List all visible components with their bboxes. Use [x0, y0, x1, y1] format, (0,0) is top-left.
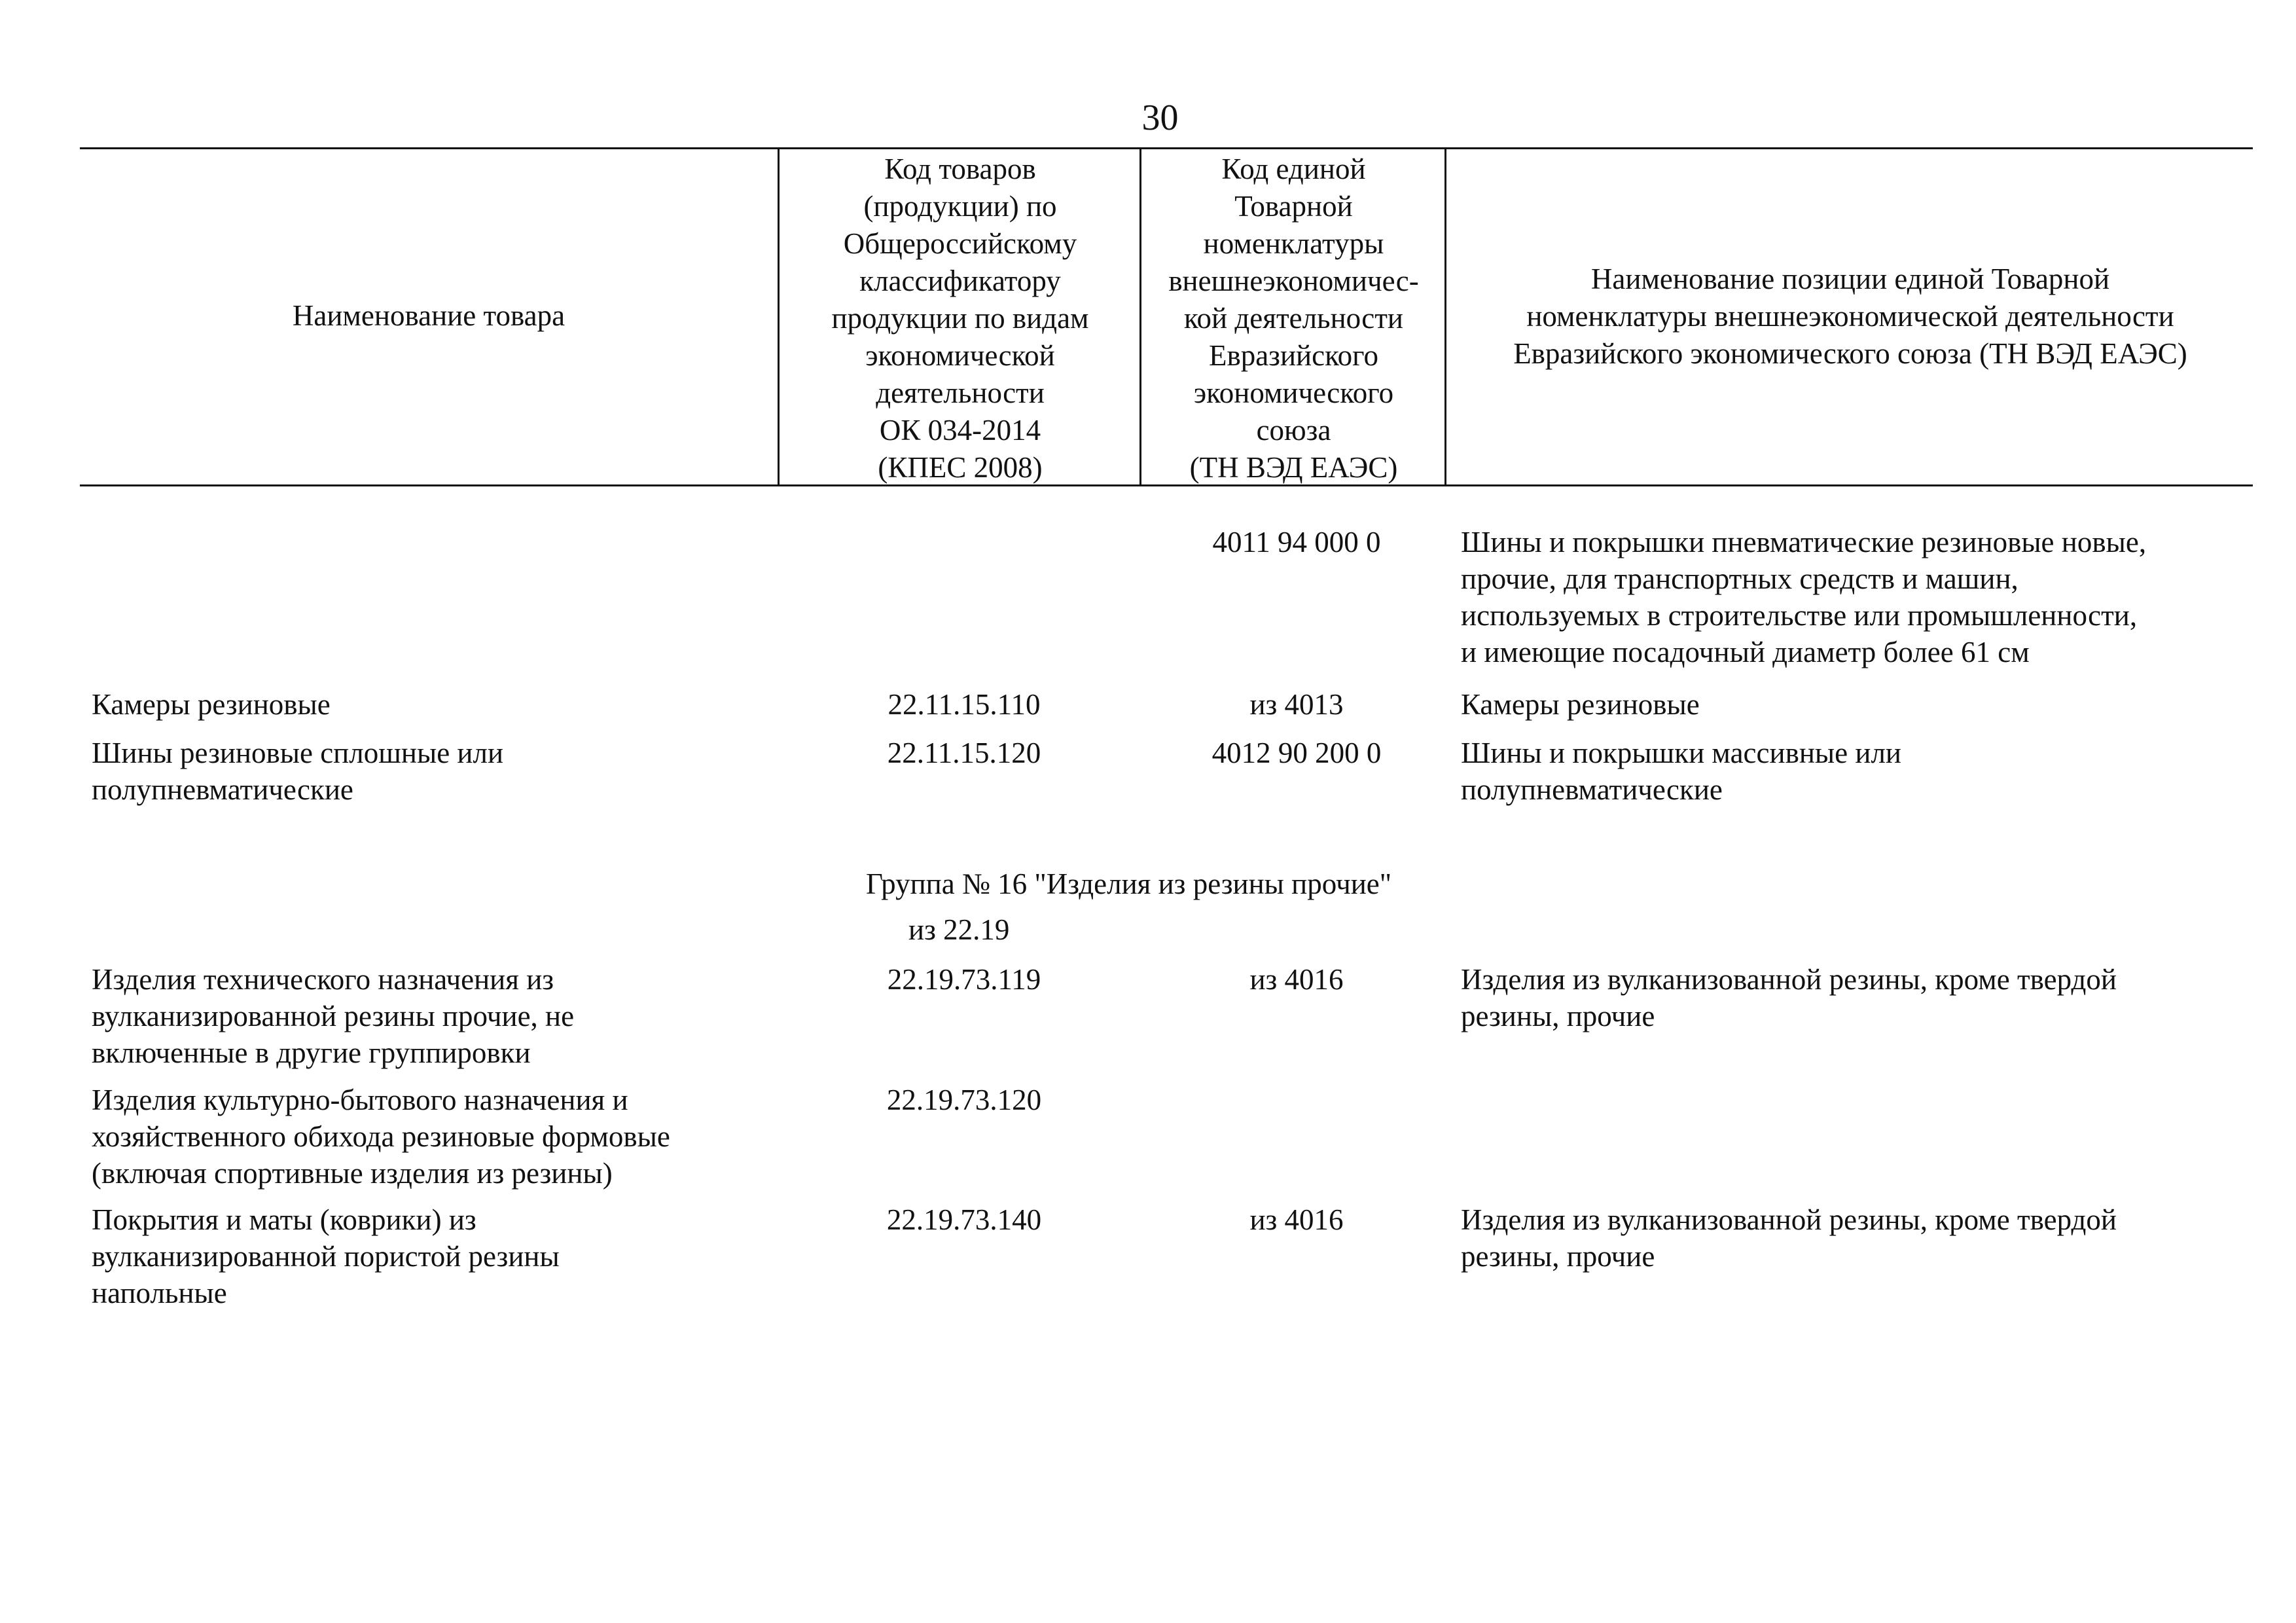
row-okpd-code: 22.19.73.119	[887, 963, 1041, 996]
column-divider-1	[778, 149, 780, 486]
row-okpd-code: 22.19.73.120	[886, 1084, 1042, 1116]
column-divider-2	[1139, 149, 1141, 486]
row-tnved-position: Камеры резиновые	[1461, 688, 1700, 721]
row-okpd-code: 22.11.15.120	[887, 737, 1041, 769]
row-tnved-position: Шины и покрышки пневматические резиновые новые, прочие, для транспортных средств и машин, используемых в строительстве или промышленности, и имеющие посадочный диаметр более 61 см	[1461, 526, 2147, 668]
row-tnved-code: 4012 90 200 0	[1211, 737, 1382, 769]
row-product-name: Изделия технического назначения из вулканизированной резины прочие, не включенные в другие группировки	[92, 963, 575, 1069]
row-product-name: Изделия культурно-бытового назначения и хозяйственного обихода резиновые формовые (включая спортивные изделия из резины)	[92, 1084, 670, 1190]
header-product-name: Наименование товара	[292, 299, 565, 332]
row-okpd-code: 22.11.15.110	[888, 688, 1041, 721]
column-divider-3	[1444, 149, 1446, 486]
row-okpd-code: 22.19.73.140	[886, 1203, 1042, 1236]
row-tnved-position: Изделия из вулканизованной резины, кроме твердой резины, прочие	[1461, 1203, 2117, 1273]
row-tnved-position: Изделия из вулканизованной резины, кроме твердой резины, прочие	[1461, 963, 2117, 1032]
header-tnved-position-name: Наименование позиции единой Товарной номенклатуры внешнеэкономической деятельности Евразийского экономического союза (ТН ВЭД ЕАЭС)	[1513, 263, 2187, 370]
header-tnved-code: Код единой Товарной номенклатуры внешнеэкономичес- кой деятельности Евразийского экономического союза (ТН ВЭД ЕАЭС)	[1168, 153, 1419, 484]
group-code: из 22.19	[908, 913, 1010, 946]
row-product-name: Камеры резиновые	[92, 688, 331, 721]
group-title: Группа № 16 "Изделия из резины прочие"	[866, 867, 1392, 900]
row-tnved-code: 4011 94 000 0	[1212, 526, 1381, 558]
row-product-name: Шины резиновые сплошные или полупневматические	[92, 737, 504, 806]
row-tnved-position: Шины и покрышки массивные или полупневматические	[1461, 737, 1901, 806]
page-number: 30	[1141, 98, 1179, 138]
row-tnved-code: из 4016	[1249, 1203, 1344, 1236]
row-tnved-code: из 4013	[1249, 688, 1344, 721]
header-okpd-code: Код товаров (продукции) по Общероссийскому классификатору продукции по видам экономической деятельности ОК 034-2014 (КПЕС 2008)	[831, 153, 1089, 484]
row-product-name: Покрытия и маты (коврики) из вулканизированной пористой резины напольные	[92, 1203, 560, 1309]
row-tnved-code: из 4016	[1249, 963, 1344, 996]
table-top-rule	[80, 147, 2253, 149]
